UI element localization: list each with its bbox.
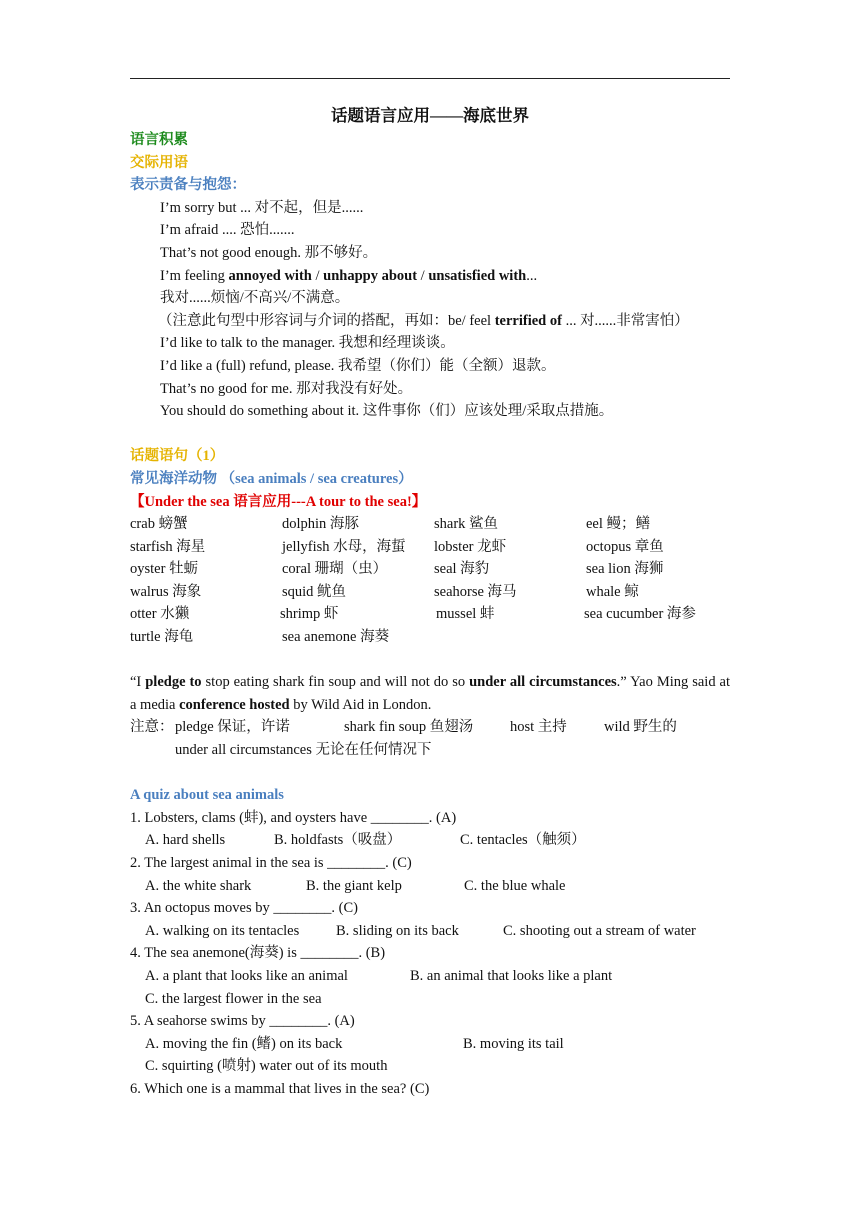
animal-item: walrus 海象 xyxy=(130,583,202,600)
animals-heading: 常见海洋动物 （sea animals / sea creatures） xyxy=(130,470,413,487)
phrase-8: I’d like a (full) refund, please. 我希望（你们）能（全额）退款。 xyxy=(160,357,556,374)
animal-item: crab 螃蟹 xyxy=(130,516,188,533)
phrase-7: I’d like to talk to the manager. 我想和经理谈谈。 xyxy=(160,335,455,352)
phrase-9: That’s no good for me. 那对我没有好处。 xyxy=(160,380,413,397)
note-item: host 主持 xyxy=(510,719,567,736)
phrase-3: That’s not good enough. 那不够好。 xyxy=(160,244,378,261)
animal-item: otter 水獭 xyxy=(130,606,190,623)
animal-item: shrimp 虾 xyxy=(280,606,339,623)
animal-row xyxy=(130,626,730,649)
quiz-heading: A quiz about sea animals xyxy=(130,787,284,804)
quiz-question: 2. The largest animal in the sea is ________. (C) xyxy=(130,855,412,871)
animal-item: mussel 蚌 xyxy=(436,606,495,623)
quiz-option: C. squirting (喷射) water out of its mouth xyxy=(145,1058,388,1075)
topic-heading: 话题语句（1） xyxy=(130,448,225,465)
phrase-4: I’m feeling annoyed with / unhappy about / unsatisfied with... xyxy=(160,267,538,284)
header-rule xyxy=(130,78,730,79)
phrase-5: 我对......烦恼/不高兴/不满意。 xyxy=(160,290,350,307)
animal-item: octopus 章鱼 xyxy=(586,538,664,555)
section-heading-communication: 交际用语 xyxy=(130,154,188,171)
animal-item: eel 鳗；鳝 xyxy=(586,516,651,533)
animal-item: turtle 海龟 xyxy=(130,629,194,646)
quiz-question: 1. Lobsters, clams (蚌), and oysters have ________. (A) xyxy=(130,809,457,826)
quiz-question: 5. A seahorse swims by ________. (A) xyxy=(130,1013,355,1030)
phrase-1: I’m sorry but ... 对不起，但是...... xyxy=(160,199,364,216)
quiz-question: 6. Which one is a mammal that lives in the sea? (C) xyxy=(130,1080,430,1097)
note-item: pledge 保证，许诺 xyxy=(175,719,290,736)
phrase-2: I’m afraid .... 恐怕....... xyxy=(160,222,295,239)
animal-item: jellyfish 水母，海蜇 xyxy=(282,538,406,555)
document-body xyxy=(130,104,730,1101)
phrase-note: （注意此句型中形容词与介词的搭配，再如：be/ feel terrified of ... 对......非常害怕） xyxy=(158,312,689,329)
note-item: under all circumstances 无论在任何情况下 xyxy=(175,742,432,759)
animal-item: dolphin 海豚 xyxy=(282,516,359,533)
animal-item: lobster 龙虾 xyxy=(434,538,507,555)
red-heading: 【Under the sea 语言应用---A tour to the sea!】 xyxy=(130,493,427,510)
animal-row xyxy=(130,603,730,626)
quiz-options: A. hard shells B. holdfasts（吸盘） C. tentacles（触须） xyxy=(145,832,586,849)
animal-item: oyster 牡蛎 xyxy=(130,561,199,578)
quiz-option: C. the largest flower in the sea xyxy=(145,990,322,1007)
animals-table xyxy=(130,513,730,649)
notes-row xyxy=(130,716,730,739)
animal-item: squid 鱿鱼 xyxy=(282,583,347,600)
animal-row xyxy=(130,513,730,536)
section-heading-complaint: 表示责备与抱怨： xyxy=(130,177,246,194)
animal-row xyxy=(130,536,730,559)
phrase-10: You should do something about it. 这件事你（们）应该处理/采取点措施。 xyxy=(160,403,614,420)
note-item: shark fin soup 鱼翅汤 xyxy=(344,719,474,736)
quiz-question: 4. The sea anemone(海葵) is ________. (B) xyxy=(130,945,386,962)
animal-item: sea cucumber 海参 xyxy=(584,606,696,623)
yao-ming-quote: “I pledge to stop eating shark fin soup and will not do so under all circumstances.” Yao Ming said at a media conference hosted by Wild Aid in London. xyxy=(130,674,731,713)
animal-item: shark 鲨鱼 xyxy=(434,516,499,533)
quiz-options: A. the white shark B. the giant kelp C. the blue whale xyxy=(145,877,566,894)
note-item: wild 野生的 xyxy=(604,719,677,736)
page-title: 话题语言应用——海底世界 xyxy=(331,106,529,125)
animal-item: sea anemone 海葵 xyxy=(282,629,390,646)
animal-item: starfish 海星 xyxy=(130,538,206,555)
quiz-question: 3. An octopus moves by ________. (C) xyxy=(130,900,358,917)
animal-row xyxy=(130,558,730,581)
animal-item: sea lion 海狮 xyxy=(586,561,664,578)
notes-label: 注意： xyxy=(130,719,174,736)
animal-item: seal 海豹 xyxy=(434,561,490,578)
section-heading-language: 语言积累 xyxy=(130,132,188,148)
quiz-options: A. walking on its tentacles B. sliding on its back C. shooting out a stream of water xyxy=(145,922,696,939)
quiz-options: A. a plant that looks like an animal B. an animal that looks like a plant xyxy=(145,967,613,984)
animal-item: whale 鲸 xyxy=(586,583,639,600)
animal-item: seahorse 海马 xyxy=(434,583,517,600)
animal-row xyxy=(130,581,730,604)
animal-item: coral 珊瑚（虫） xyxy=(282,561,388,578)
quiz-options: A. moving the fin (鳍) on its back B. moving its tail xyxy=(145,1035,564,1052)
